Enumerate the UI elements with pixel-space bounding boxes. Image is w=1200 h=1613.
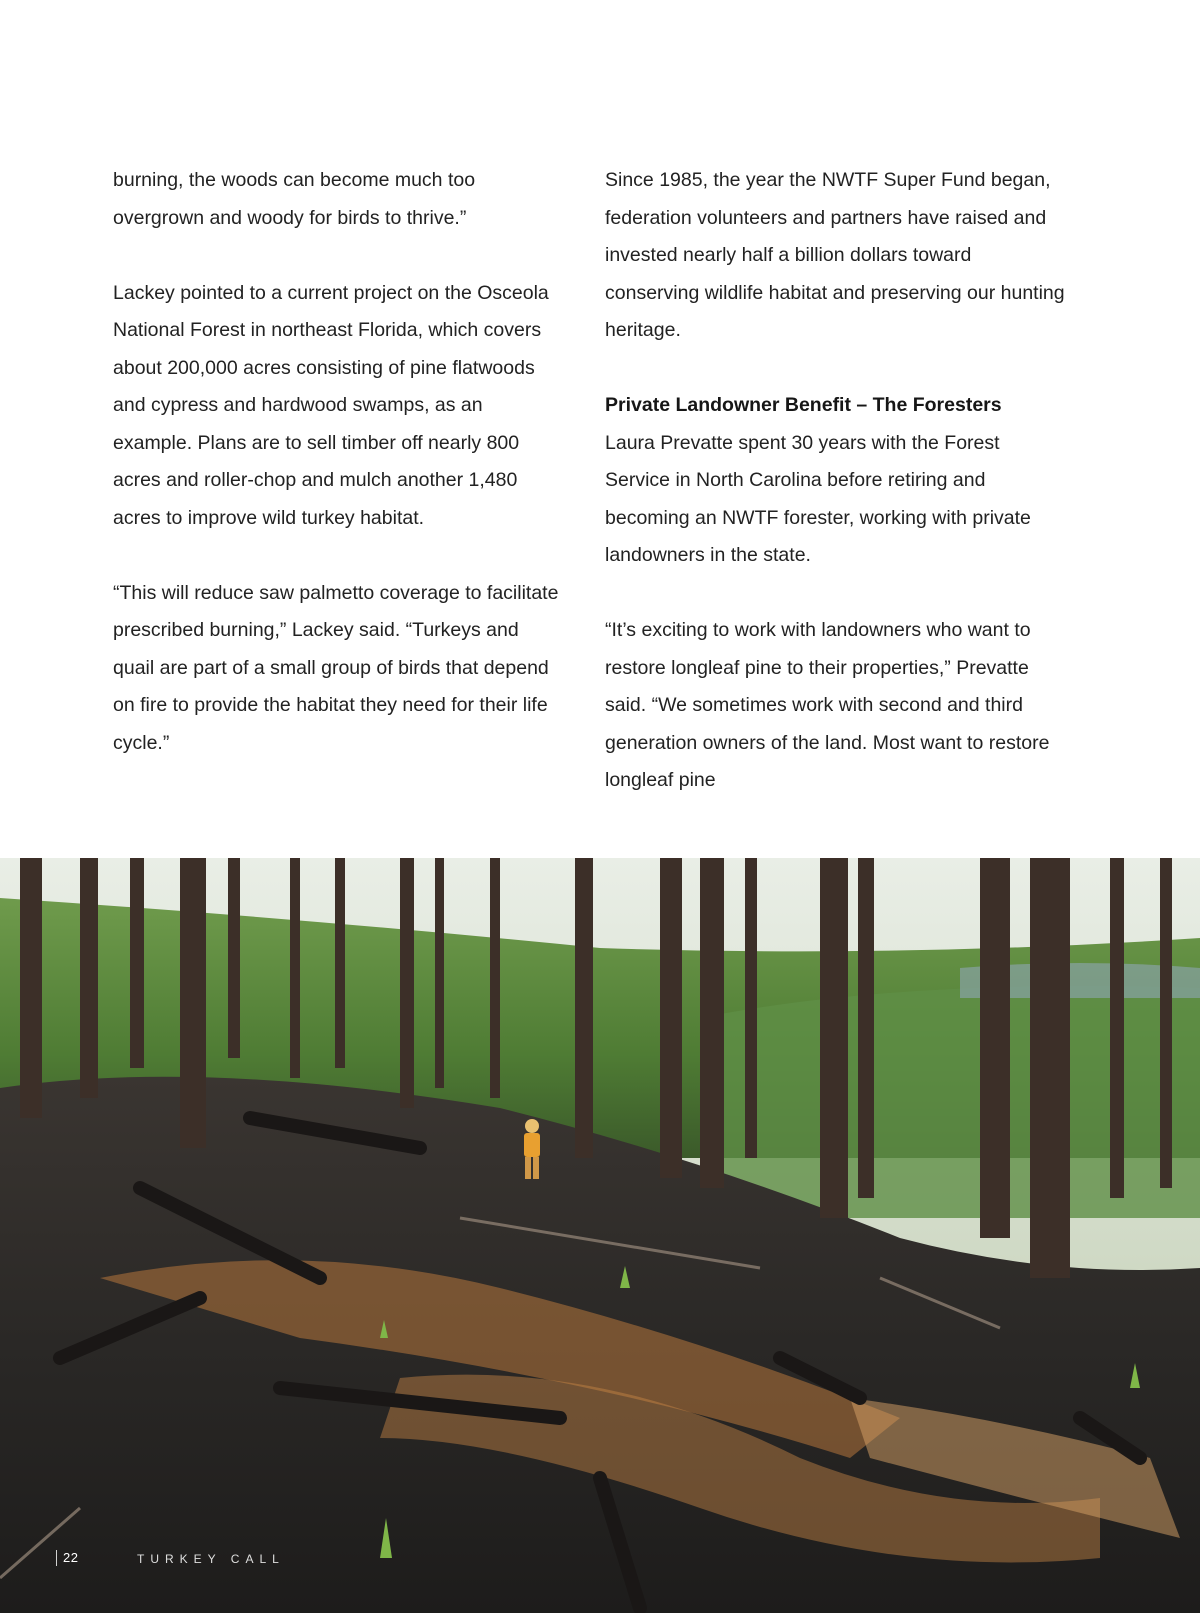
body-paragraph: Lackey pointed to a current project on the Osceola National Forest in northeast Florida, which covers about 200,000 acres consisting of pine flatwoods and cypress and hardwood swamps, as an example. Plans are to sell timber off nearly 800 acres and roller-chop and mulch another 1,480 acres to improve wild turkey habitat. xyxy=(113,281,549,529)
forest-photo-illustration xyxy=(0,858,1200,1613)
left-text-column xyxy=(113,162,563,800)
forest-photo xyxy=(0,858,1200,1613)
section-subhead: Private Landowner Benefit – The Foresters xyxy=(605,394,1002,416)
body-paragraph: “It’s exciting to work with landowners who want to restore longleaf pine to their properties,” Prevatte said. “We sometimes work with second and third generation owners of the land. Most want to restore longleaf pine xyxy=(605,619,1050,791)
body-paragraph: Since 1985, the year the NWTF Super Fund began, federation volunteers and partners have raised and invested nearly half a billion dollars toward conserving wildlife habitat and preserving our hunting heritage. xyxy=(605,169,1065,341)
section-block xyxy=(605,387,1065,575)
publication-name: TURKEY CALL xyxy=(137,1552,285,1566)
body-paragraph: burning, the woods can become much too overgrown and woody for birds to thrive.” xyxy=(113,169,476,229)
page-number: 22 xyxy=(56,1550,78,1566)
right-text-column xyxy=(605,162,1065,837)
body-paragraph: Laura Prevatte spent 30 years with the Forest Service in North Carolina before retiring and becoming an NWTF forester, working with private landowners in the state. xyxy=(605,431,1031,566)
body-paragraph: “This will reduce saw palmetto coverage to facilitate prescribed burning,” Lackey said. “Turkeys and quail are part of a small group of birds that depend on fire to provide the habitat they need for their life cycle.” xyxy=(113,581,559,754)
